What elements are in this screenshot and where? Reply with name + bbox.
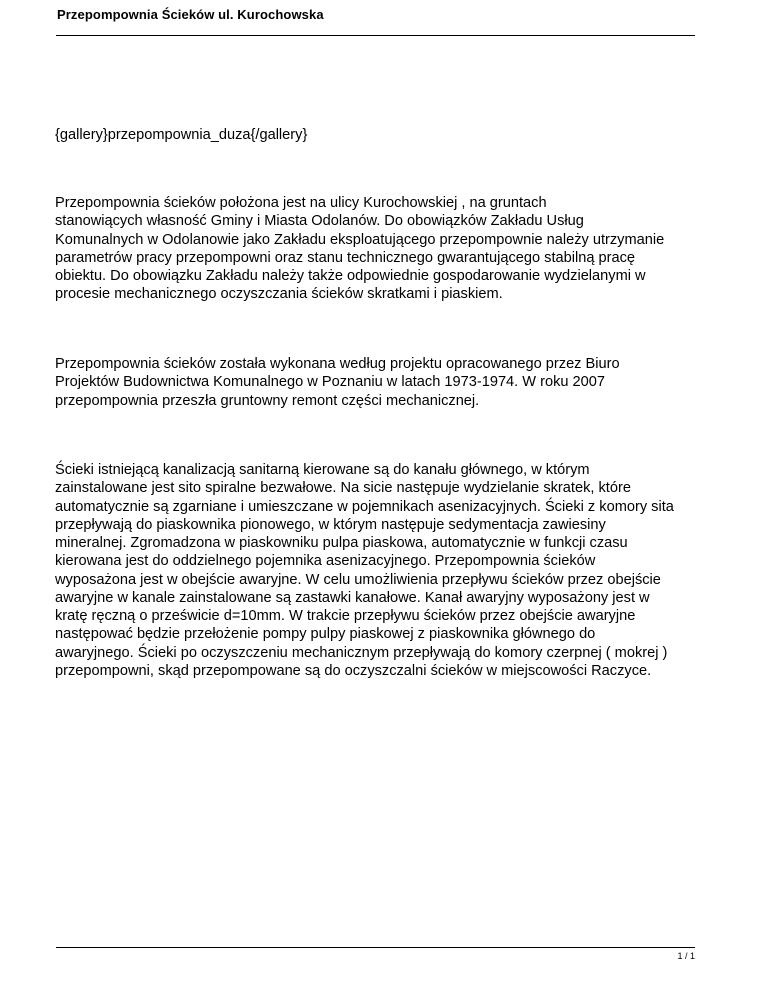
text-line: Projektów Budownictwa Komunalnego w Poznaniu w latach 1973-1974. W roku 2007 xyxy=(55,374,606,391)
text-line: przepompowni, skąd przepompowane są do oczyszczalni ścieków w miejscowości Raczyce. xyxy=(55,662,652,679)
gallery-placeholder: {gallery}przepompownia_duza{/gallery} xyxy=(55,127,308,143)
header-divider xyxy=(56,35,695,36)
paragraph-history xyxy=(55,355,715,410)
text-line: następować będzie przełożenie pompy pulpy piaskowej z piaskownika głównego do xyxy=(55,626,596,643)
text-line: mineralnej. Zgromadzona w piaskowniku pulpa piaskowa, automatycznie w funkcji czasu xyxy=(55,535,628,551)
text-line: awaryjne w kanale zainstalowane są zastawki kanałowe. Kanał awaryjny wyposażony jest w xyxy=(55,589,650,606)
page-number: 1 / 1 xyxy=(677,951,695,961)
text-line: Przepompownia ścieków położona jest na ulicy Kurochowskiej , na gruntach xyxy=(55,195,547,211)
footer-divider xyxy=(56,947,695,948)
text-line: Przepompownia ścieków została wykonana według projektu opracowanego przez Biuro xyxy=(55,356,620,372)
page-title: Przepompownia Ścieków ul. Kurochowska xyxy=(57,7,324,22)
paragraph-process xyxy=(55,461,715,680)
text-line: automatycznie są zgarniane i umieszczane w pojemnikach asenizacyjnych. Ścieki z komory sita xyxy=(55,498,674,515)
text-line: Ścieki istniejącą kanalizacją sanitarną kierowane są do kanału głównego, w którym xyxy=(55,462,590,478)
text-line: stanowiących własność Gminy i Miasta Odolanów. Do obowiązków Zakładu Usług xyxy=(55,213,584,230)
paragraph-location xyxy=(55,194,715,304)
text-line: zainstalowane jest sito spiralne bezwałowe. Na sicie następuje wydzielanie skratek, które xyxy=(55,480,631,497)
text-line: kierowana jest do oddzielnego pojemnika asenizacyjnego. Przepompownia ścieków xyxy=(55,553,596,570)
text-line: parametrów pracy przepompowni oraz stanu technicznego gwarantującego stabilną pracę xyxy=(55,249,636,266)
text-line: wyposażona jest w obejście awaryjne. W celu umożliwienia przepływu ścieków przez obejście xyxy=(55,571,661,588)
text-line: awaryjnego. Ścieki po oczyszczeniu mechanicznym przepływają do komory czerpnej ( mokrej ) xyxy=(55,644,668,661)
text-line: procesie mechanicznego oczyszczania ścieków skratkami i piaskiem. xyxy=(55,286,503,303)
text-line: przepływają do piaskownika pionowego, w którym następuje sedymentacja zawiesiny xyxy=(55,516,606,533)
text-line: obiektu. Do obowiązku Zakładu należy także odpowiednie gospodarowanie wydzielanymi w xyxy=(55,268,646,284)
text-line: przepompownia przeszła gruntowny remont części mechanicznej. xyxy=(55,392,480,409)
text-line: Komunalnych w Odolanowie jako Zakładu eksploatującego przepompownie należy utrzymanie xyxy=(55,231,665,248)
text-line: kratę ręczną o prześwicie d=10mm. W trakcie przepływu ścieków przez obejście awaryjne xyxy=(55,608,636,624)
